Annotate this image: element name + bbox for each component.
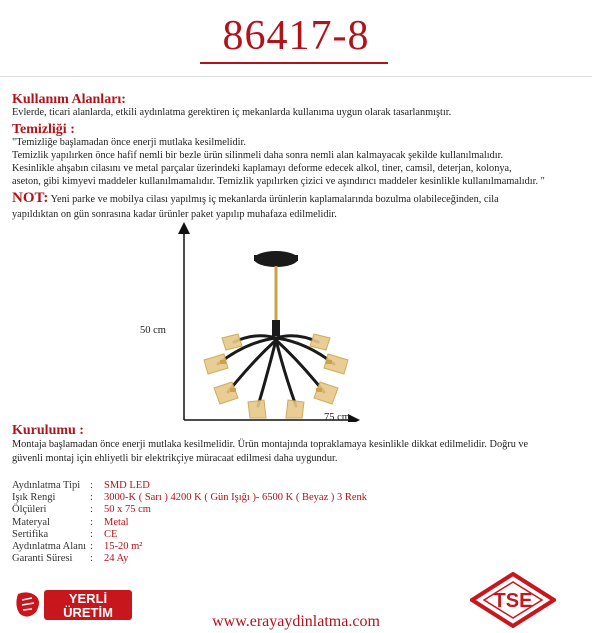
header-divider [0,76,592,77]
note-line-2: yapıldıktan on gün sonrasına kadar ürünler paket yapılıp muhafaza edilmelidir. [12,209,337,220]
note-text-1: Yeni parke ve mobilya cilası yapılmış iç mekanlarda ürünlerin kaplamalarında bozulma olabileceğinden, cila [50,194,499,205]
height-label: 50 cm [140,325,166,336]
spec-row: Sertifika : CE [12,528,118,540]
cleaning-line-3: Kesinlikle ahşabın cilasını ve metal parçalar üzerindeki kaplamayı deforme edecek alkol, tiner, camsil, deterjan, kolonya, [12,163,512,174]
tse-text: TSE [493,590,533,612]
title-underline [200,62,388,64]
installation-line-1: Montaja başlamadan önce enerji mutlaka kesilmelidir. Ürün montajında topraklamaya kesinlikle dikkat edilmelidir. Doğru ve [12,439,529,450]
installation-line-2: güvenli montaj için ehliyetli bir elektrikçiye müracaat edilmesi daha uygundur. [12,453,338,464]
spec-row: Aydınlatma Alanı : 15-20 m² [12,541,143,553]
spec-row: Materyal : Metal [12,516,129,528]
width-label: 75 cm [324,412,350,423]
usage-text: Evlerde, ticari alanlarda, etkili aydınlatma gerektiren iç mekanlarda kullanıma uygun olarak tasarlanmıştır. [12,107,452,118]
spec-list [12,480,367,565]
product-image [176,222,376,422]
spec-row: Işık Rengi : 3000-K ( Sarı ) 4200 K ( Gün Işığı )- 6500 K ( Beyaz ) 3 Renk [12,492,368,504]
usage-heading: Kullanım Alanları: [12,92,126,107]
cleaning-heading: Temizliği : [12,122,75,137]
lamp-shades [204,334,348,418]
spec-row: Aydınlatma Tipi : SMD LED [12,480,150,491]
product-code: 86417-8 [222,13,370,59]
cleaning-line-4: aseton, gibi kimyevi maddeler kullanılmamalıdır. Temizlik yapılırken çizici ve aşındırıcı maddeler kesinlikle kullanılmamalıdır. " [12,176,545,187]
uretim-text: ÜRETİM [63,605,113,620]
lamp-rod [275,266,278,322]
cleaning-line-2: Temizlik yapılırken önce hafif nemli bir bezle ürün silinmeli daha sonra nemli alan kalmayacak şekilde kullanılmalıdır. [12,150,504,161]
yerli-text: YERLİ [68,591,108,606]
cleaning-line-1: "Temizliğe başlamadan önce enerji mutlaka kesilmelidir. [12,137,246,148]
spec-row: Ölçüleri : 50 x 75 cm [12,504,151,516]
website-link[interactable]: www.erayaydinlatma.com [212,613,380,630]
spec-row: Garanti Süresi : 24 Ay [12,553,129,565]
note-line-1 [12,192,499,206]
note-label: NOT: [12,190,49,206]
installation-heading: Kurulumu : [12,423,84,438]
